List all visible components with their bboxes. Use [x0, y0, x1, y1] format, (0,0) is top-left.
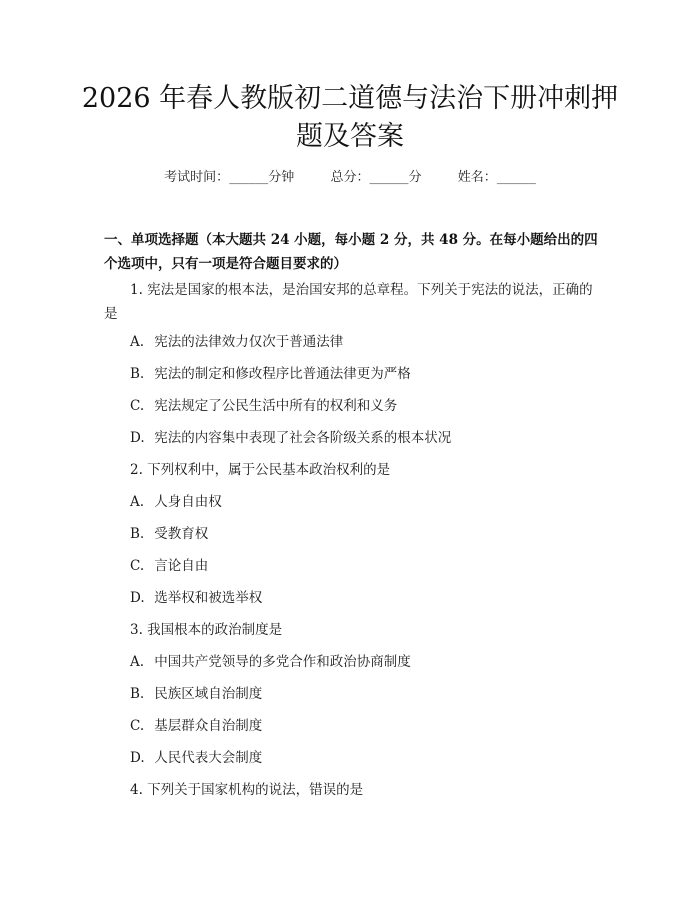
option-item — [130, 748, 262, 768]
option-label: A. — [130, 334, 145, 350]
option-text: 言论自由 — [154, 558, 209, 574]
option-item — [130, 588, 262, 608]
page-title-line-2: 题及答案 — [296, 121, 404, 152]
option-label: B. — [130, 686, 145, 702]
option-text: 宪法的内容集中表现了社会各阶级关系的根本状况 — [154, 430, 452, 446]
option-text: 受教育权 — [154, 526, 209, 542]
question-stem: 4. 下列关于国家机构的说法，错误的是 — [130, 782, 364, 798]
option-text: 民族区域自治制度 — [154, 686, 263, 702]
option-label: A. — [130, 494, 145, 510]
option-text: 基层群众自治制度 — [154, 718, 263, 734]
question-stem: 2. 下列权利中，属于公民基本政治权利的是 — [130, 462, 391, 478]
time-label: 考试时间： — [164, 170, 230, 185]
name-blank: ______ — [496, 170, 536, 185]
option-text: 选举权和被选举权 — [154, 590, 263, 606]
exam-meta-row — [0, 168, 700, 188]
option-label: B. — [130, 366, 145, 382]
score-blank: ______ — [369, 170, 409, 185]
time-blank: ______ — [229, 170, 269, 185]
option-label: A. — [130, 654, 145, 670]
option-item — [130, 492, 222, 512]
option-label: D. — [130, 750, 145, 766]
option-item — [130, 524, 208, 544]
option-text: 宪法的制定和修改程序比普通法律更为严格 — [154, 366, 411, 382]
option-item — [130, 652, 411, 672]
option-label: D. — [130, 590, 145, 606]
option-item — [130, 364, 411, 384]
option-item — [130, 684, 262, 704]
option-label: C. — [130, 558, 145, 574]
option-item — [130, 428, 451, 448]
section-heading: 一、单项选择题（本大题共 24 小题，每小题 2 分，共 48 分。在每小题给出的四个选项中，只有一项是符合题目要求的） — [104, 232, 598, 272]
time-unit: 分钟 — [268, 170, 295, 185]
option-item — [130, 556, 208, 576]
option-label: D. — [130, 430, 145, 446]
option-label: C. — [130, 718, 145, 734]
question-stem: 3. 我国根本的政治制度是 — [130, 622, 283, 638]
option-item — [130, 716, 262, 736]
option-text: 人民代表大会制度 — [154, 750, 263, 766]
option-text: 宪法的法律效力仅次于普通法律 — [154, 334, 344, 350]
option-text: 中国共产党领导的多党合作和政治协商制度 — [154, 654, 411, 670]
option-label: C. — [130, 398, 145, 414]
name-label: 姓名： — [457, 170, 497, 185]
page-title-line-1: 2026 年春人教版初二道德与法治下册冲刺押 — [81, 83, 619, 114]
score-label: 总分： — [330, 170, 370, 185]
option-text: 人身自由权 — [154, 494, 222, 510]
option-item — [130, 396, 397, 416]
option-label: B. — [130, 526, 145, 542]
option-text: 宪法规定了公民生活中所有的权利和义务 — [154, 398, 398, 414]
score-unit: 分 — [408, 170, 422, 185]
option-item — [130, 332, 343, 352]
question-stem: 1. 宪法是国家的根本法，是治国安邦的总章程。下列关于宪法的说法，正确的是 — [104, 282, 593, 322]
